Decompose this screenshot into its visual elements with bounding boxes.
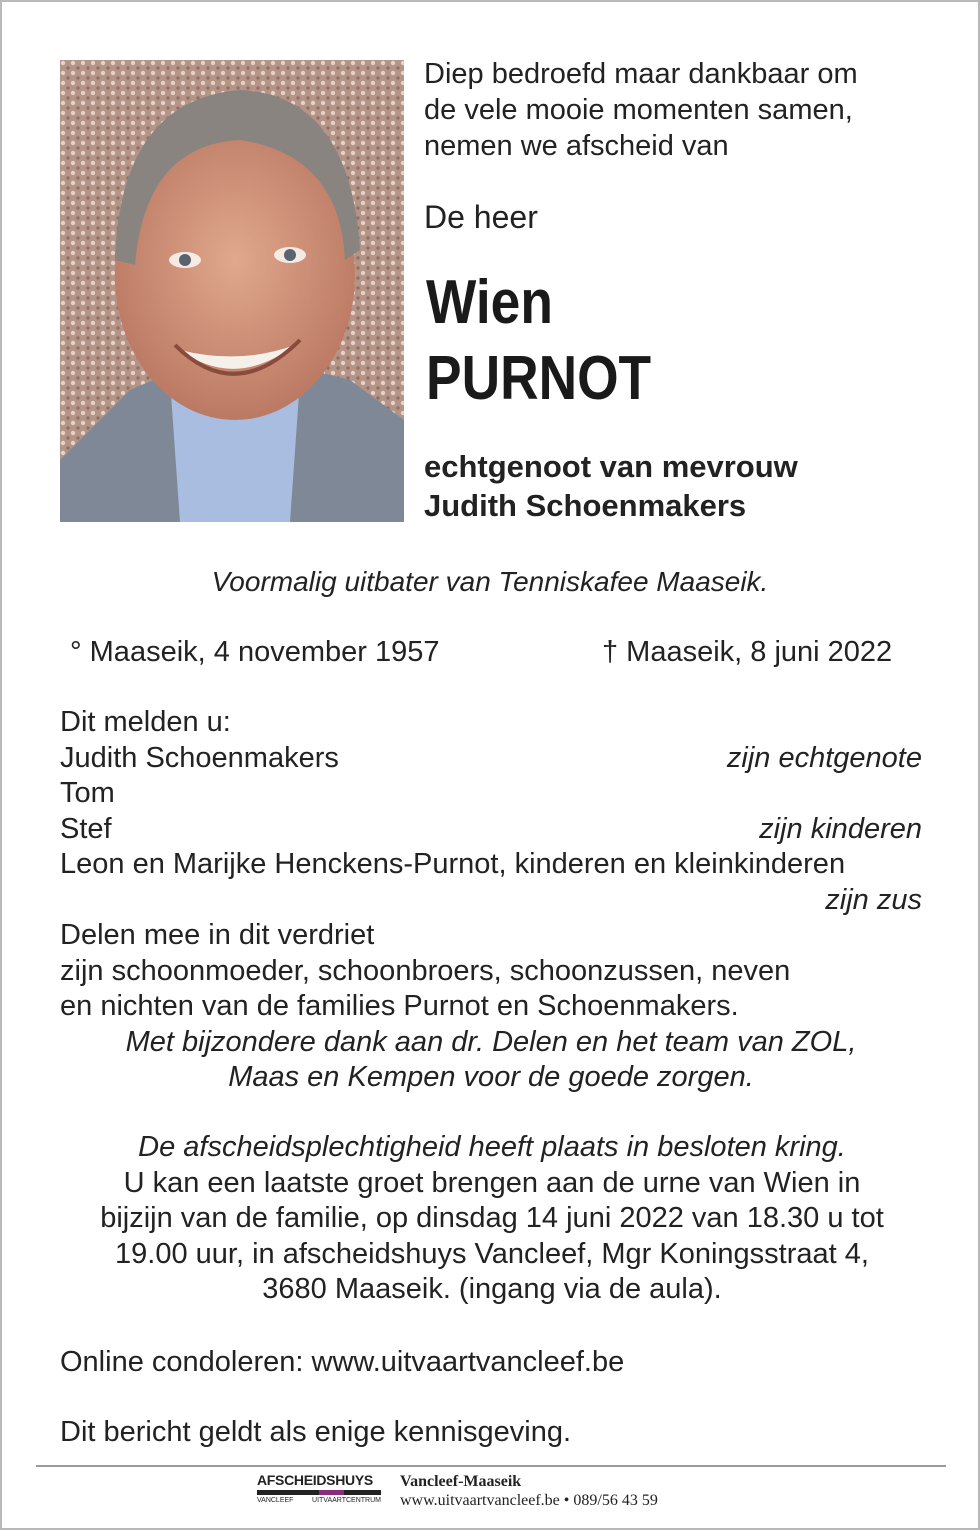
deceased-last-name: PURNOT (426, 344, 652, 413)
footer-contact: www.uitvaartvancleef.be • 089/56 43 59 (400, 1492, 658, 1509)
spouse-info (424, 447, 964, 525)
grief-line: zijn schoonmoeder, schoonbroers, schoonzussen, neven (60, 954, 791, 987)
funeral-home-logo (257, 1472, 381, 1505)
intro-text (424, 56, 954, 164)
death-date: † Maaseik, 8 juni 2022 (602, 636, 893, 668)
honorific: De heer (424, 199, 538, 235)
family-relation: zijn zus (825, 883, 922, 916)
family-member: Stef (60, 812, 112, 845)
ceremony-info (42, 1130, 942, 1308)
logo-sub-right: UITVAARTCENTRUM (312, 1497, 381, 1504)
grief-line: Delen mee in dit verdriet (60, 919, 375, 951)
spouse-line: echtgenoot van mevrouw (424, 449, 798, 484)
logo-sub-left: VANCLEEF (257, 1497, 294, 1504)
logo-main-text: AFSCHEIDSHUYS (257, 1472, 373, 1488)
family-row (60, 776, 922, 812)
family-relation: zijn kinderen (759, 812, 922, 845)
family-member: Judith Schoenmakers (60, 741, 339, 774)
birth-date: ° Maaseik, 4 november 1957 (70, 636, 440, 668)
portrait-photo (60, 60, 404, 522)
occupation: Voormalig uitbater van Tenniskafee Maaseik. (211, 566, 769, 597)
logo-sub (257, 1496, 381, 1505)
family-row (60, 883, 922, 919)
intro-line: nemen we afscheid van (424, 130, 729, 162)
deceased-first-name: Wien (426, 268, 553, 337)
ceremony-line: bijzijn van de familie, op dinsdag 14 juni 2022 van 18.30 u tot (100, 1202, 884, 1234)
ceremony-line: 19.00 uur, in afscheidshuys Vancleef, Mgr Koningsstraat 4, (115, 1237, 869, 1270)
footer-divider (36, 1465, 946, 1467)
intro-line: Diep bedroefd maar dankbaar om (424, 58, 858, 90)
family-row (60, 741, 922, 777)
logo-bar (257, 1490, 381, 1495)
grief-line: en nichten van de families Purnot en Schoenmakers. (60, 990, 739, 1022)
thanks-line: Met bijzondere dank aan dr. Delen en het team van ZOL, (125, 1025, 857, 1058)
ceremony-heading: De afscheidsplechtigheid heeft plaats in besloten kring. (138, 1131, 846, 1163)
ceremony-line: U kan een laatste groet brengen aan de urne van Wien in (123, 1166, 861, 1199)
footer-company: Vancleef-Maaseik (400, 1473, 522, 1490)
intro-line: de vele mooie momenten samen, (424, 94, 853, 126)
sole-notice: Dit bericht geldt als enige kennisgeving. (60, 1416, 572, 1448)
thanks-line: Maas en Kempen voor de goede zorgen. (228, 1061, 754, 1093)
family-member: Tom (60, 777, 115, 809)
family-member: Leon en Marijke Henckens-Purnot, kinderen en kleinkinderen (60, 848, 846, 880)
ceremony-line: 3680 Maaseik. (ingang via de aula). (262, 1273, 722, 1305)
family-row (60, 812, 922, 848)
family-relation: zijn echtgenote (726, 741, 922, 774)
family-row (60, 847, 922, 883)
family-announcement (60, 705, 922, 1096)
spouse-line: Judith Schoenmakers (424, 488, 747, 523)
online-condolences: Online condoleren: www.uitvaartvancleef.be (60, 1346, 625, 1378)
announcement-heading: Dit melden u: (60, 706, 231, 738)
